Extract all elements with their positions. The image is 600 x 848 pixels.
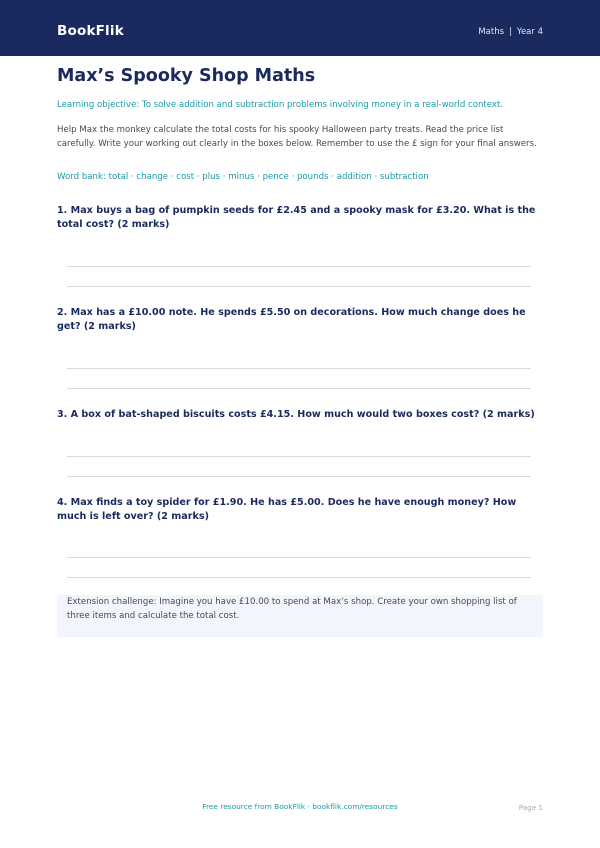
answer-line[interactable] <box>67 577 531 578</box>
header-separator: | <box>509 27 512 37</box>
answer-line[interactable] <box>67 456 531 457</box>
learning-objective: Learning objective: To solve addition and subtraction problems involving money in a real-world context. <box>57 100 504 110</box>
question-1: 1. Max buys a bag of pumpkin seeds for £2.45 and a spooky mask for £3.20. What is the total cost? (2 marks) <box>57 205 536 230</box>
answer-line[interactable] <box>67 557 531 558</box>
header-meta <box>478 27 543 37</box>
brand-logo[interactable]: BookFlik <box>57 23 124 39</box>
extension-challenge: Extension challenge: Imagine you have £10.00 to spend at Max’s shop. Create your own shopping list of three items and calculate the total cost. <box>67 597 517 621</box>
question-4: 4. Max finds a toy spider for £1.90. He has £5.00. Does he have enough money? How much is left over? (2 marks) <box>57 497 517 522</box>
answer-line[interactable] <box>67 368 531 369</box>
intro-paragraph: Help Max the monkey calculate the total costs for his spooky Halloween party treats. Read the price list carefully. Write your working out clearly in the boxes below. Remember to use the £ sign for your final answers. <box>57 125 537 149</box>
subject-label: Maths <box>478 27 505 37</box>
answer-line[interactable] <box>67 286 531 287</box>
answer-line[interactable] <box>67 476 531 477</box>
answer-line[interactable] <box>67 266 531 267</box>
extension-box <box>57 595 543 637</box>
question-2: 2. Max has a £10.00 note. He spends £5.50 on decorations. How much change does he get? (2 marks) <box>57 307 526 332</box>
page-title: Max’s Spooky Shop Maths <box>57 66 316 86</box>
footer-link[interactable]: Free resource from BookFlik · bookflik.com/resources <box>202 802 398 811</box>
page-number: Page 1 <box>518 803 543 812</box>
word-bank: Word bank: total · change · cost · plus · minus · pence · pounds · addition · subtraction <box>57 172 429 182</box>
question-3: 3. A box of bat-shaped biscuits costs £4.15. How much would two boxes cost? (2 marks) <box>57 409 535 420</box>
header-bar <box>0 0 600 56</box>
answer-line[interactable] <box>67 388 531 389</box>
year-label: Year 4 <box>516 27 543 37</box>
